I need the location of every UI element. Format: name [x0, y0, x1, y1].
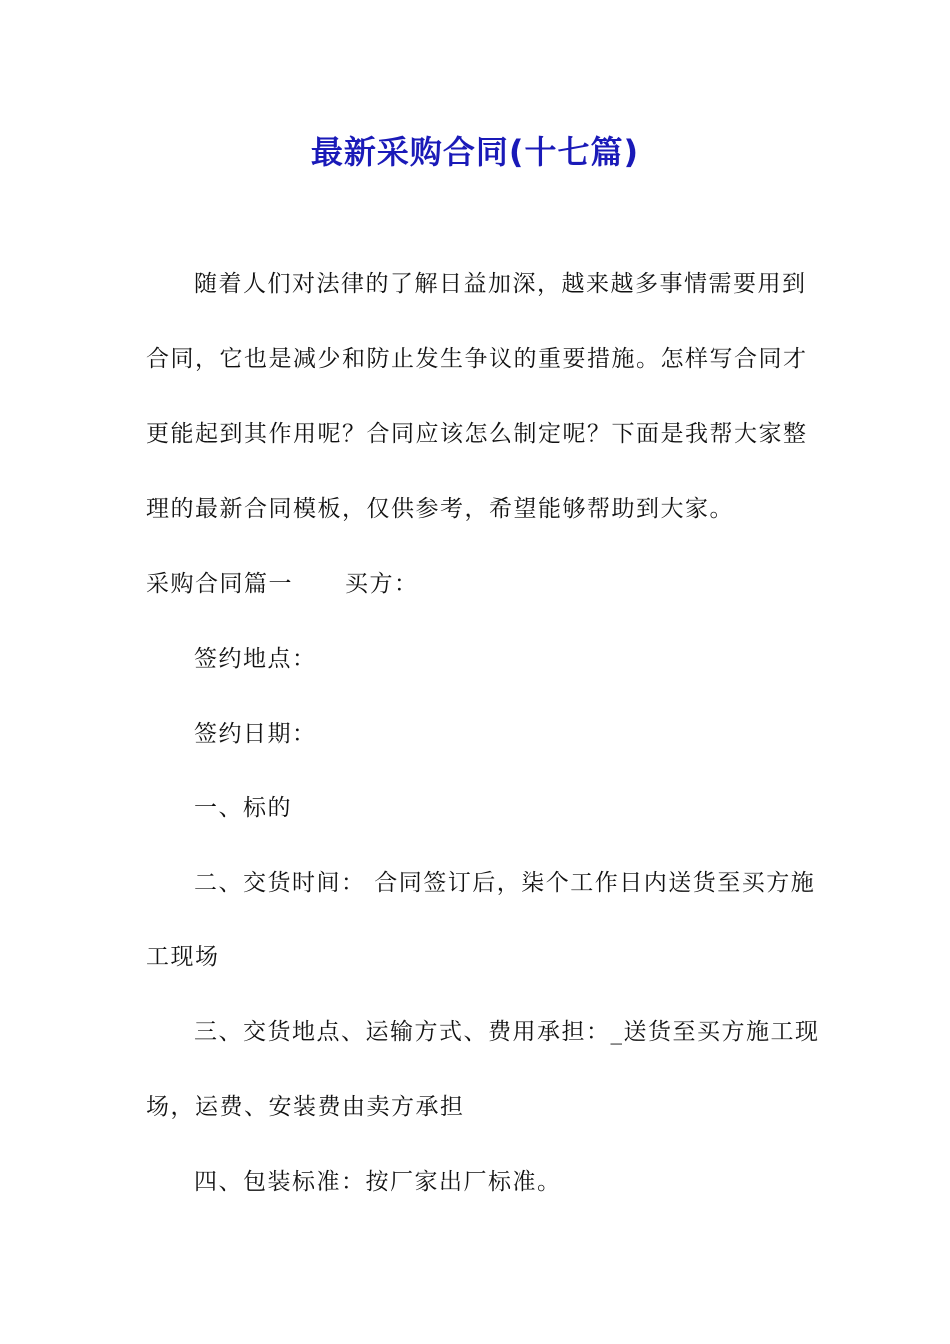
clause-3-line-1: 三、交货地点、运输方式、费用承担：_送货至买方施工现 [194, 1019, 820, 1045]
section-heading: 采购合同篇一 [146, 571, 293, 597]
intro-line-2: 合同，它也是减少和防止发生争议的重要措施。怎样写合同才 [146, 346, 808, 372]
intro-line-3: 更能起到其作用呢？合同应该怎么制定呢？下面是我帮大家整 [146, 421, 808, 447]
clause-2-line-1: 二、交货时间： 合同签订后，柒个工作日内送货至买方施 [194, 870, 816, 896]
section-heading-line [146, 567, 806, 601]
sign-date-label: 签约日期： [194, 721, 317, 747]
document-title: 最新采购合同(十七篇) [310, 133, 640, 171]
clause-4: 四、包装标准：按厂家出厂标准。 [194, 1169, 562, 1195]
clause-1: 一、标的 [194, 795, 292, 821]
intro-line-4: 理的最新合同模板，仅供参考，希望能够帮助到大家。 [146, 496, 734, 522]
clause-3-line-2: 场，运费、安装费由卖方承担 [146, 1094, 465, 1120]
buyer-label: 买方： [345, 571, 419, 597]
intro-line-1: 随着人们对法律的了解日益加深，越来越多事情需要用到 [194, 271, 807, 297]
clause-2-line-2: 工现场 [146, 944, 220, 970]
sign-place-label: 签约地点： [194, 646, 317, 672]
